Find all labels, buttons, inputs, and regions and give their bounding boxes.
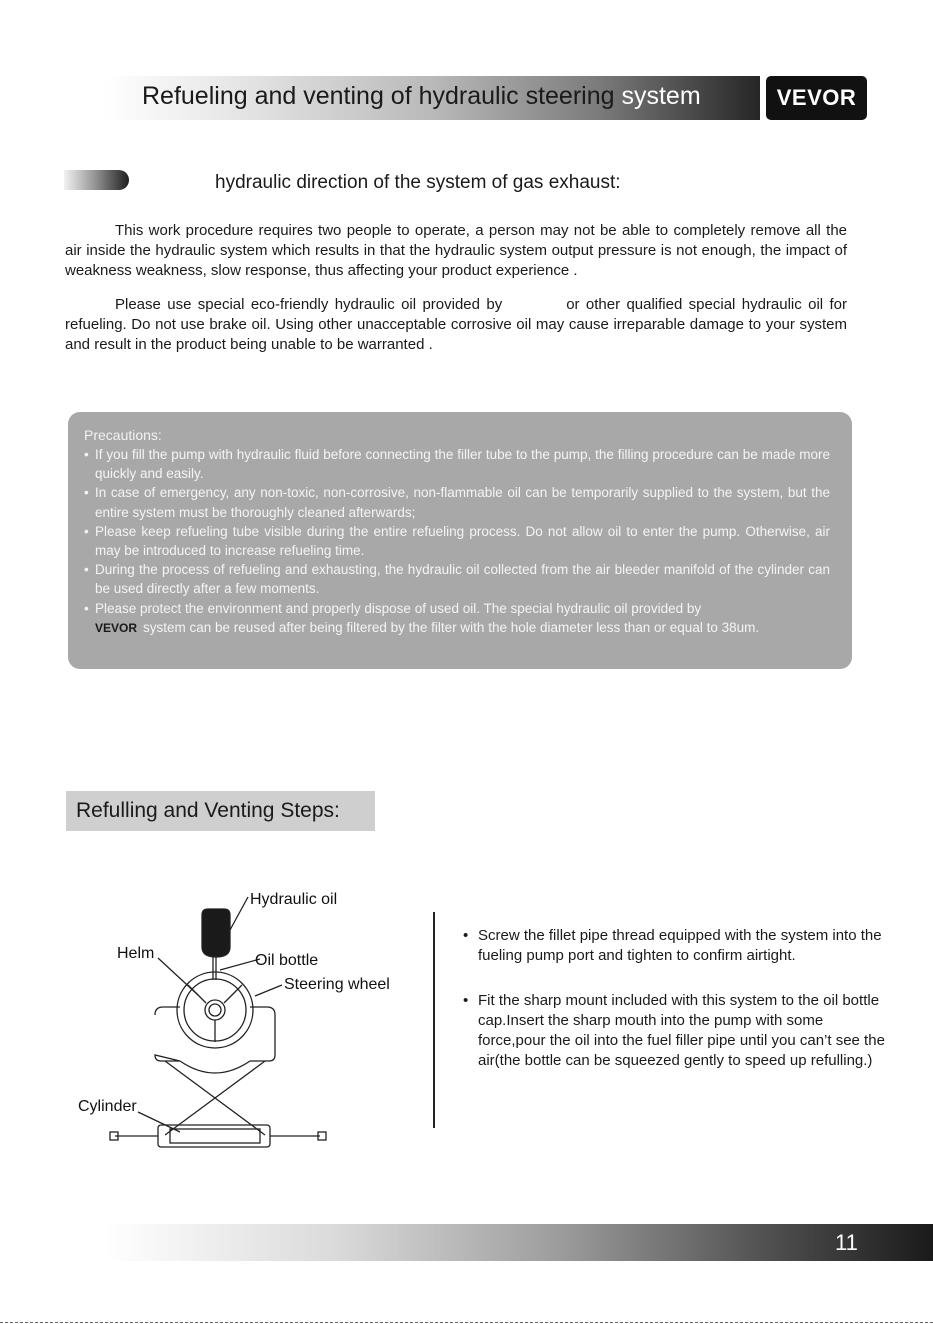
paragraph-oil-after: or other qualified special hydraulic oil for refueling. Do not use brake oil. Using other unacceptable corrosive oil may cause irreparable damage to your system and result in the product being unable to be warranted . [65,296,847,353]
vertical-divider [433,912,435,1128]
precaution-item: • If you fill the pump with hydraulic fluid before connecting the filler tube to the pump, the filling procedure can be made more quickly and easily. [84,445,830,483]
label-helm: Helm [117,945,155,962]
step-item: • Screw the fillet pipe thread equipped with the system into the fueling pump port and tighten to confirm airtight. [463,926,888,966]
precaution-item: • During the process of refueling and exhausting, the hydraulic oil collected from the air bleeder manifold of the cylinder can be used directly after a few moments. [84,560,830,598]
bottom-dashed-rule [0,1322,933,1323]
label-oil-bottle: Oil bottle [255,952,319,969]
label-steering-wheel: Steering wheel [284,976,390,993]
label-hydraulic-oil: Hydraulic oil [250,891,338,908]
label-cylinder: Cylinder [78,1098,137,1115]
page-title-tail: system [621,82,701,110]
paragraph-two-people: This work procedure requires two people to operate, a person may not be able to completely remove all the air inside the hydraulic system which results in that the hydraulic system output pressure is not enough, the impact of weakness weakness, slow response, thus affecting your product experience . [65,222,847,279]
page-title-main: Refueling and venting of hydraulic steering [142,82,615,110]
precautions-title: Precautions: [84,427,162,443]
precautions-list [84,445,830,638]
precaution-item-5-text: Please protect the environment and properly dispose of used oil. The special hydraulic oil provided by [95,600,702,616]
precaution-item [84,599,830,638]
steering-system-diagram [70,885,415,1175]
precaution-item: • In case of emergency, any non-toxic, non-corrosive, non-flammable oil can be temporarily supplied to the system, but the entire system must be thoroughly cleaned afterwards; [84,483,830,521]
precaution-item-5-cont: system can be reused after being filtered by the filter with the hole diameter less than or equal to 38um. [143,619,760,635]
oil-paragraph [65,295,847,355]
steps-heading: Refulling and Venting Steps: [66,791,375,831]
footer-bar [105,1224,933,1261]
hydraulic-hose-lines [165,1061,265,1135]
vevor-logo: VEVOR [766,76,867,120]
page-number: 11 [835,1230,858,1255]
oil-bottle-shape [202,909,230,957]
steering-diagram-svg [70,885,415,1175]
precaution-item: • Please keep refueling tube visible during the entire refueling process. Do not allow oil to enter the pump. Otherwise, air may be introduced to increase refueling time. [84,522,830,560]
step-item: • Fit the sharp mount included with this system to the oil bottle cap.Insert the sharp mouth into the pump with some force,pour the oil into the fuel filler pipe until you can’t see the air(the bottle can be squeezed gently to speed up refulling.) [463,991,888,1071]
vevor-inline-logo: VEVOR [95,620,138,635]
page-title [142,82,701,111]
steps-list [463,926,888,1096]
section-marker-icon [64,170,129,190]
paragraph-oil [65,295,847,355]
intro-paragraph [65,221,847,281]
paragraph-oil-before: Please use special eco-friendly hydraulic oil provided by [115,296,503,313]
section-heading: hydraulic direction of the system of gas exhaust: [215,172,621,193]
